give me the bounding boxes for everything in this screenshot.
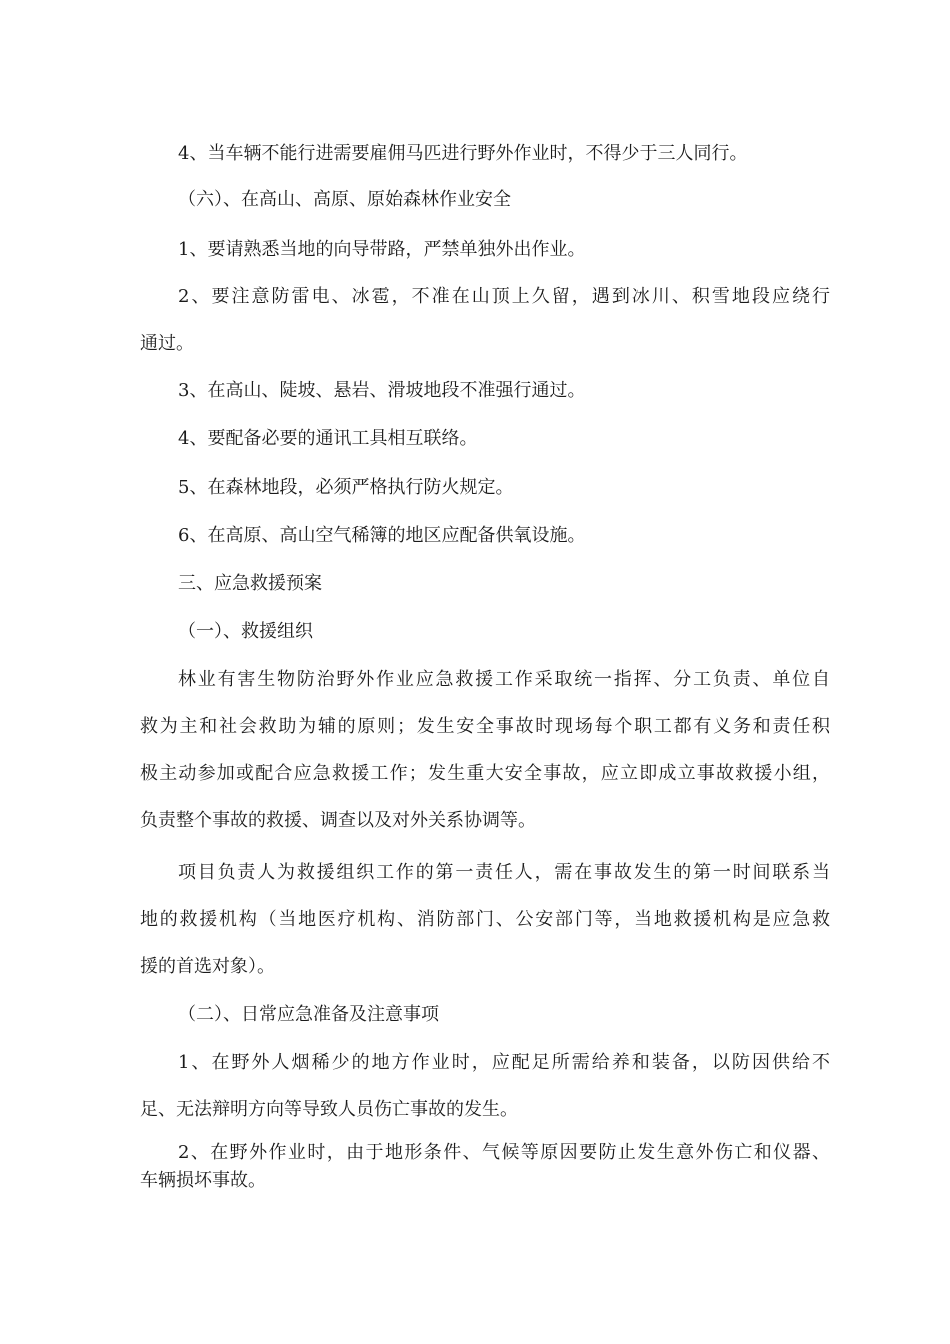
text-line: （六）、在高山、高原、原始森林作业安全 bbox=[178, 189, 511, 210]
text-line: 地的救援机构（当地医疗机构、消防部门、公安部门等，当地救援机构是应急救 bbox=[140, 909, 830, 930]
paragraph-prep-1 bbox=[140, 1039, 830, 1133]
paragraph-6 bbox=[140, 415, 830, 462]
text-line: 林业有害生物防治野外作业应急救援工作采取统一指挥、分工负责、单位自 bbox=[178, 669, 830, 690]
text-line: 4、要配备必要的通讯工具相互联络。 bbox=[178, 428, 478, 449]
section-heading-6 bbox=[140, 176, 830, 223]
text-line: 三、应急救援预案 bbox=[178, 573, 322, 594]
text-line: （二）、日常应急准备及注意事项 bbox=[178, 1004, 439, 1025]
paragraph-4 bbox=[140, 273, 830, 367]
text-line: 通过。 bbox=[140, 333, 194, 354]
text-line: 援的首选对象）。 bbox=[140, 956, 275, 977]
text-line: 4、当车辆不能行进需要雇佣马匹进行野外作业时，不得少于三人同行。 bbox=[178, 143, 748, 164]
text-line: 1、在野外人烟稀少的地方作业时，应配足所需给养和装备，以防因供给不 bbox=[178, 1052, 830, 1073]
paragraph-8 bbox=[140, 512, 830, 559]
text-line: 足、无法辩明方向等导致人员伤亡事故的发生。 bbox=[140, 1099, 518, 1120]
text-line: 5、在森林地段，必须严格执行防火规定。 bbox=[178, 477, 514, 498]
text-line: 极主动参加或配合应急救援工作；发生重大安全事故，应立即成立事故救援小组， bbox=[140, 763, 830, 784]
paragraph-1 bbox=[140, 130, 830, 177]
text-line: 负责整个事故的救援、调查以及对外关系协调等。 bbox=[140, 810, 536, 831]
paragraph-project-lead bbox=[140, 849, 830, 990]
paragraph-5 bbox=[140, 367, 830, 414]
paragraph-prep-2 bbox=[140, 1139, 830, 1195]
text-line: 1、要请熟悉当地的向导带路，严禁单独外出作业。 bbox=[178, 239, 586, 260]
section-heading-3 bbox=[140, 560, 830, 607]
text-line: 2、要注意防雷电、冰雹，不准在山顶上久留，遇到冰川、积雪地段应绕行 bbox=[178, 286, 830, 307]
text-line: 3、在高山、陡坡、悬岩、滑坡地段不准强行通过。 bbox=[178, 380, 586, 401]
text-line: 车辆损坏事故。 bbox=[140, 1170, 266, 1191]
paragraph-7 bbox=[140, 464, 830, 511]
text-line: 2、在野外作业时，由于地形条件、气候等原因要防止发生意外伤亡和仪器、 bbox=[178, 1142, 830, 1163]
text-line: 救为主和社会救助为辅的原则；发生安全事故时现场每个职工都有义务和责任积 bbox=[140, 716, 830, 737]
text-line: （一）、救援组织 bbox=[178, 621, 313, 642]
paragraph-3 bbox=[140, 226, 830, 273]
section-heading-2 bbox=[140, 991, 830, 1038]
paragraph-rescue-org bbox=[140, 656, 830, 844]
text-line: 6、在高原、高山空气稀簿的地区应配备供氧设施。 bbox=[178, 525, 586, 546]
text-line: 项目负责人为救援组织工作的第一责任人，需在事故发生的第一时间联系当 bbox=[178, 862, 830, 883]
section-heading-1 bbox=[140, 608, 830, 655]
